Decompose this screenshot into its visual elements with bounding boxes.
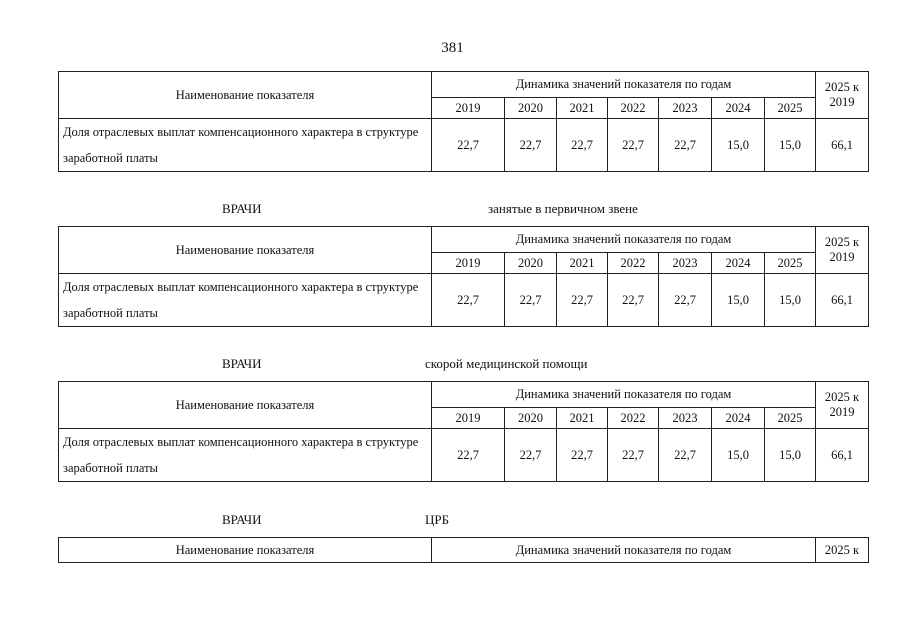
- year-cell: 2020: [505, 98, 557, 119]
- total-header: [816, 72, 869, 119]
- year-cell: 2025: [765, 253, 816, 274]
- value-cell: 15,0: [712, 119, 765, 172]
- total-header: [816, 382, 869, 429]
- total-header: [816, 227, 869, 274]
- total-value-cell: 66,1: [816, 274, 869, 327]
- value-cell: 15,0: [712, 429, 765, 482]
- name-header: Наименование показателя: [59, 382, 432, 429]
- year-cell: 2022: [608, 253, 659, 274]
- indicator-description: [59, 274, 432, 327]
- indicator-line1: Доля отраслевых выплат компенсационного характера в структуре: [63, 125, 419, 139]
- total-header-line2: 2019: [829, 95, 855, 109]
- year-cell: 2024: [712, 98, 765, 119]
- value-cell: 22,7: [557, 274, 608, 327]
- indicator-line1: Доля отраслевых выплат компенсационного характера в структуре: [63, 280, 419, 294]
- total-header-line1: 2025 к: [824, 80, 860, 94]
- value-cell: 22,7: [432, 274, 505, 327]
- indicator-description: [59, 119, 432, 172]
- year-cell: 2022: [608, 408, 659, 429]
- data-row: [59, 429, 869, 482]
- indicator-table-2: [58, 226, 869, 327]
- indicator-line2: заработной платы: [63, 461, 158, 475]
- year-cell: 2021: [557, 408, 608, 429]
- header-row: [59, 72, 869, 98]
- value-cell: 15,0: [765, 429, 816, 482]
- year-cell: 2019: [432, 408, 505, 429]
- value-cell: 22,7: [659, 119, 712, 172]
- value-cell: 22,7: [505, 119, 557, 172]
- value-cell: 22,7: [505, 429, 557, 482]
- total-header: 2025 к: [816, 538, 869, 563]
- year-cell: 2019: [432, 253, 505, 274]
- section-label-left: ВРАЧИ: [222, 356, 262, 371]
- section-label-right: скорой медицинской помощи: [425, 356, 588, 371]
- indicator-line2: заработной платы: [63, 306, 158, 320]
- data-row: [59, 274, 869, 327]
- indicator-description: [59, 429, 432, 482]
- year-cell: 2020: [505, 253, 557, 274]
- header-row: [59, 227, 869, 253]
- year-cell: 2020: [505, 408, 557, 429]
- section-label-left: ВРАЧИ: [222, 201, 262, 216]
- value-cell: 22,7: [659, 429, 712, 482]
- section-label-right: ЦРБ: [425, 512, 450, 527]
- year-cell: 2025: [765, 408, 816, 429]
- data-row: [59, 119, 869, 172]
- year-cell: 2019: [432, 98, 505, 119]
- year-cell: 2023: [659, 98, 712, 119]
- year-cell: 2024: [712, 408, 765, 429]
- year-cell: 2022: [608, 98, 659, 119]
- value-cell: 22,7: [659, 274, 712, 327]
- year-cell: 2021: [557, 253, 608, 274]
- name-header: Наименование показателя: [59, 72, 432, 119]
- total-value-cell: 66,1: [816, 119, 869, 172]
- total-header-line2: 2019: [829, 405, 855, 419]
- year-cell: 2023: [659, 253, 712, 274]
- total-header-line1: 2025 к: [824, 235, 860, 249]
- value-cell: 15,0: [765, 119, 816, 172]
- value-cell: 15,0: [712, 274, 765, 327]
- header-row: [59, 538, 869, 563]
- value-cell: 22,7: [505, 274, 557, 327]
- indicator-line1: Доля отраслевых выплат компенсационного характера в структуре: [63, 435, 419, 449]
- dynamics-header: Динамика значений показателя по годам: [432, 382, 816, 408]
- indicator-table-4: [58, 537, 869, 563]
- total-header-line1: 2025 к: [824, 390, 860, 404]
- year-cell: 2024: [712, 253, 765, 274]
- indicator-line2: заработной платы: [63, 151, 158, 165]
- value-cell: 22,7: [432, 119, 505, 172]
- section-label-left: ВРАЧИ: [222, 512, 262, 527]
- total-value-cell: 66,1: [816, 429, 869, 482]
- value-cell: 22,7: [608, 119, 659, 172]
- total-header-line2: 2019: [829, 250, 855, 264]
- dynamics-header: Динамика значений показателя по годам: [432, 227, 816, 253]
- name-header: Наименование показателя: [59, 227, 432, 274]
- year-cell: 2021: [557, 98, 608, 119]
- page-number: 381: [441, 40, 464, 56]
- value-cell: 22,7: [557, 119, 608, 172]
- value-cell: 22,7: [608, 429, 659, 482]
- value-cell: 22,7: [432, 429, 505, 482]
- indicator-table-1: [58, 71, 869, 172]
- year-cell: 2025: [765, 98, 816, 119]
- name-header: Наименование показателя: [59, 538, 432, 563]
- dynamics-header: Динамика значений показателя по годам: [432, 538, 816, 563]
- indicator-table-3: [58, 381, 869, 482]
- header-row: [59, 382, 869, 408]
- value-cell: 22,7: [608, 274, 659, 327]
- section-label-right: занятые в первичном звене: [488, 201, 638, 216]
- year-cell: 2023: [659, 408, 712, 429]
- value-cell: 22,7: [557, 429, 608, 482]
- dynamics-header: Динамика значений показателя по годам: [432, 72, 816, 98]
- value-cell: 15,0: [765, 274, 816, 327]
